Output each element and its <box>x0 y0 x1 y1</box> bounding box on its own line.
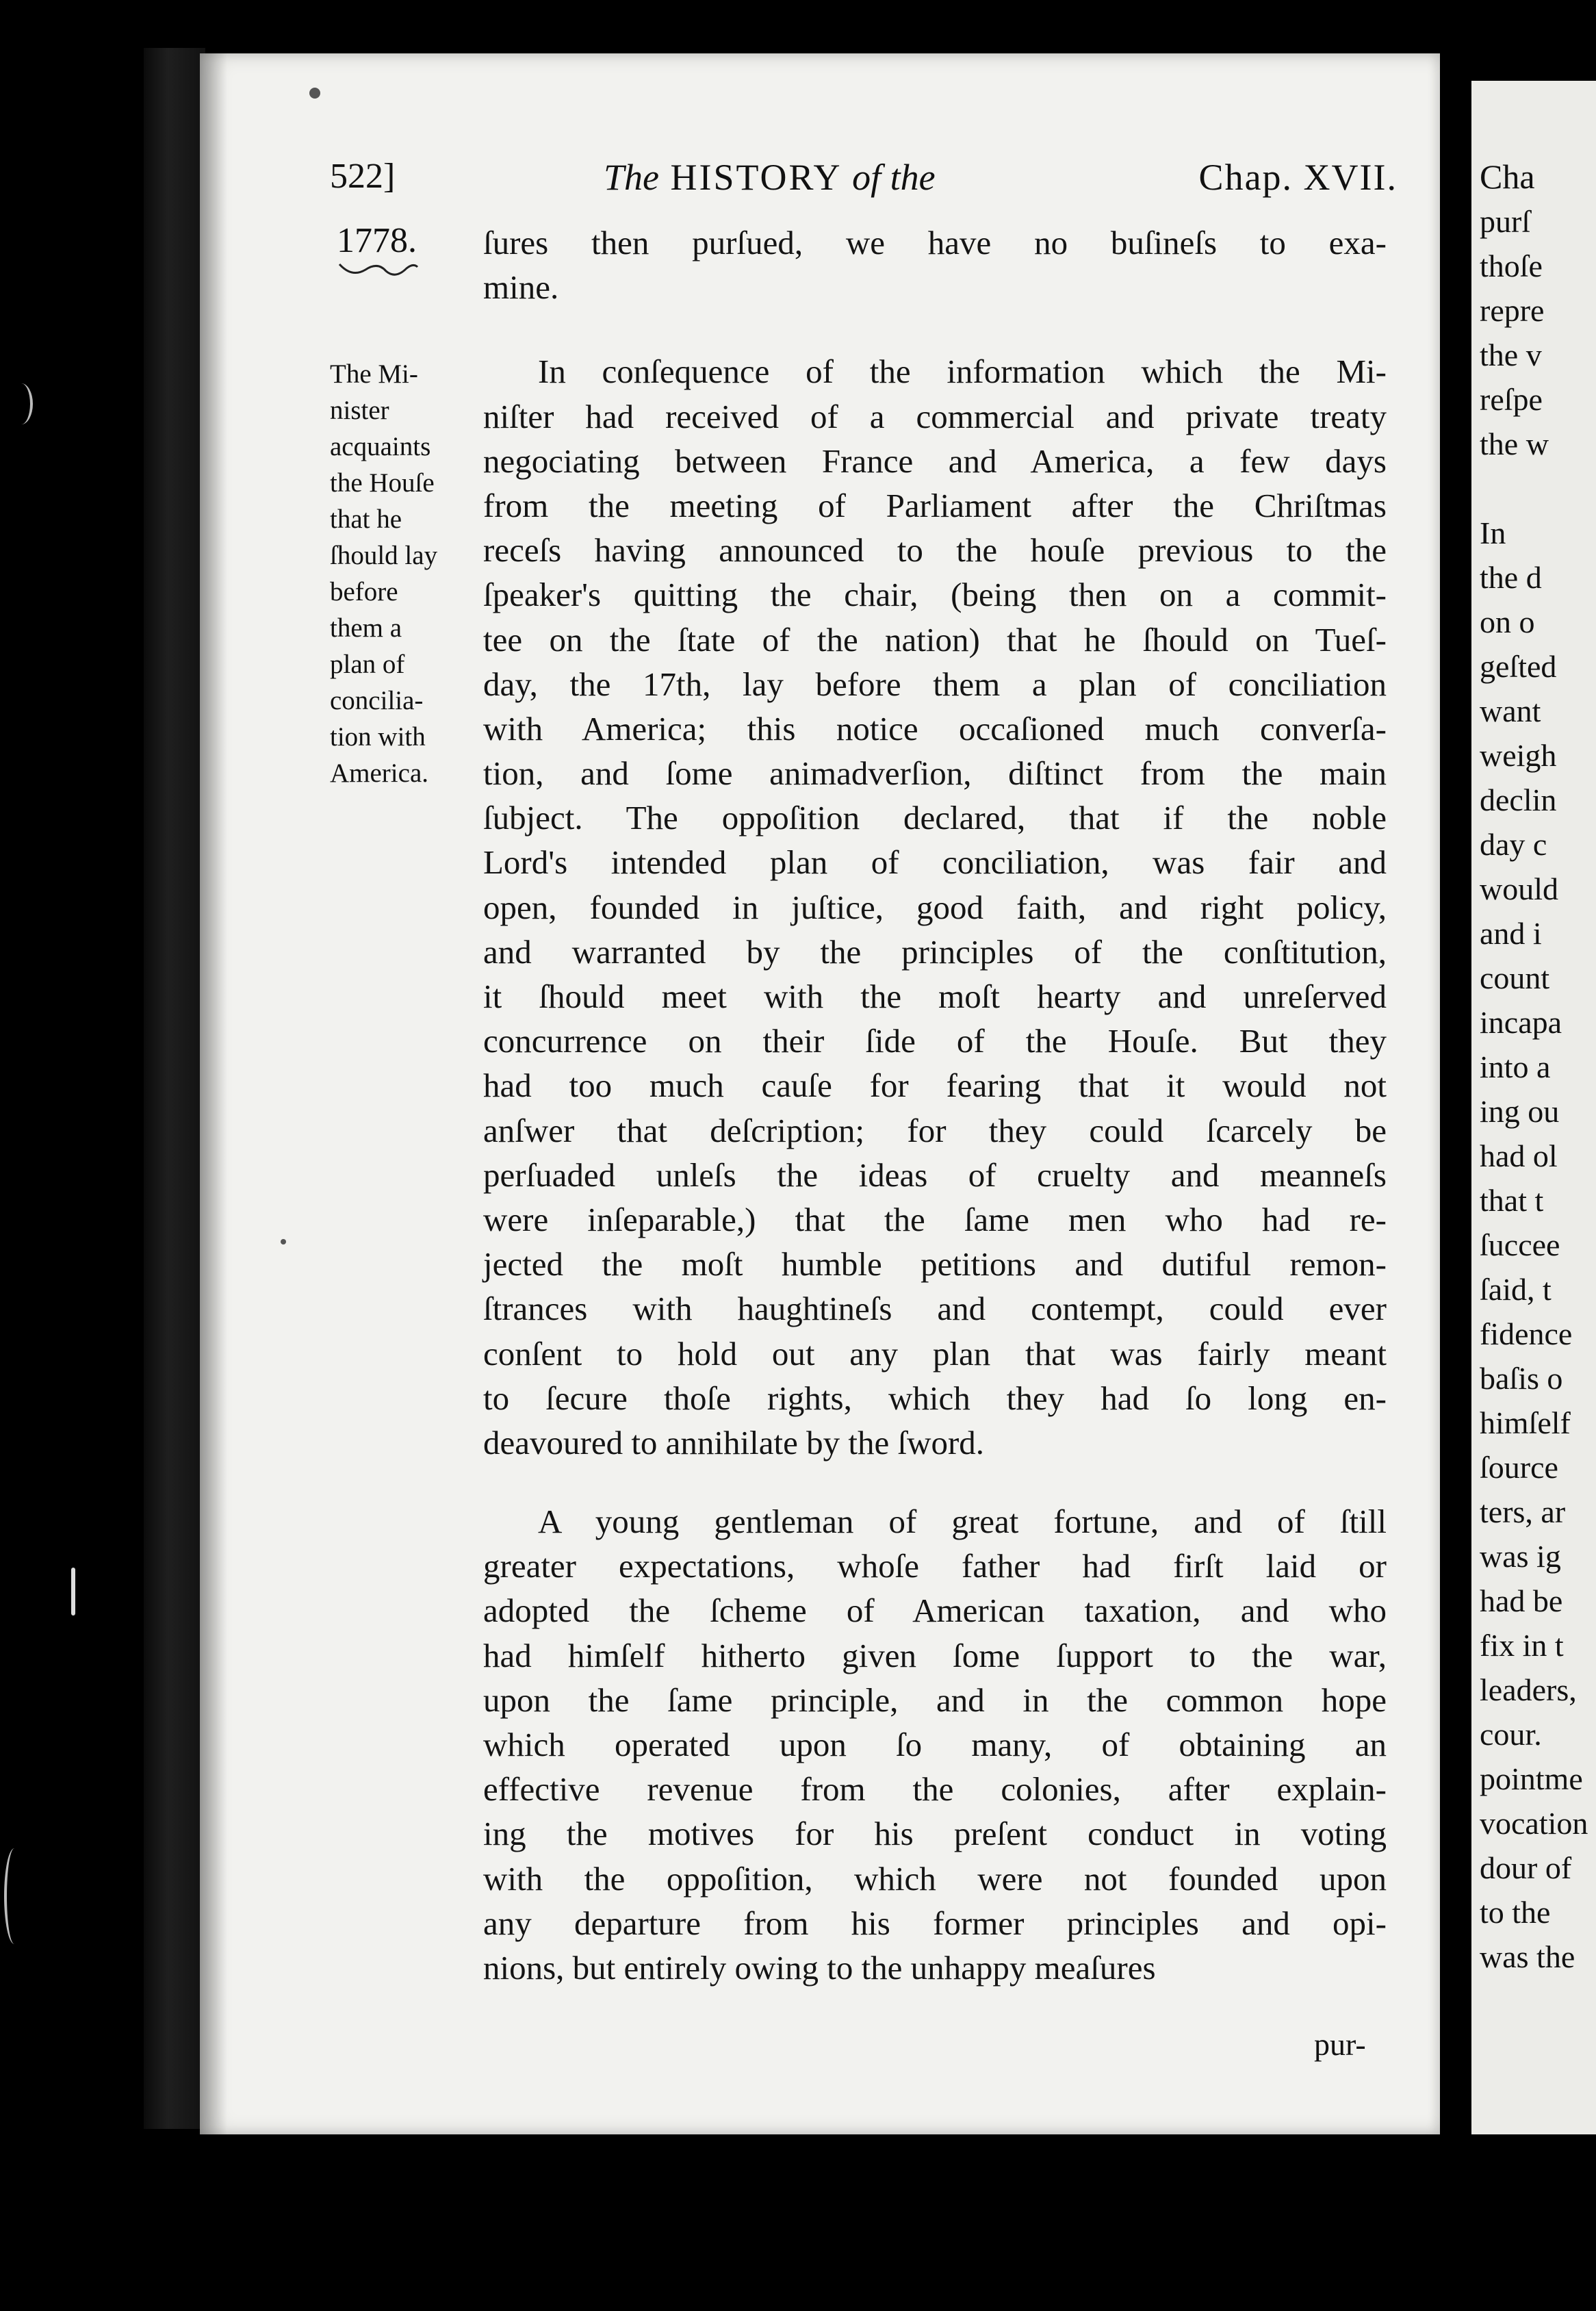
facing-page-line: want <box>1480 693 1541 728</box>
facing-page-line: reſpe <box>1480 382 1543 417</box>
facing-page-line: leaders, <box>1480 1672 1577 1707</box>
catchword: pur- <box>1314 2027 1366 2062</box>
marginal-note-line: The Mi- <box>330 359 418 389</box>
text-line: adopted the ſcheme of American taxation, and who <box>483 1592 1387 1630</box>
facing-page-line: ſaid, t <box>1480 1272 1552 1307</box>
book-edge <box>144 48 205 2129</box>
text-line: and warranted by the principles of the conſtitution, <box>483 932 1387 971</box>
speck <box>10 383 33 424</box>
facing-page-line: the w <box>1480 426 1549 461</box>
marginal-note-line: that he <box>330 505 402 534</box>
facing-page-line: was the <box>1480 1939 1575 1974</box>
page-gutter-shadow <box>200 53 227 2134</box>
facing-page-line: baſis o <box>1480 1361 1563 1396</box>
facing-page-line: ſource <box>1480 1450 1558 1485</box>
text-line: ſubject. The oppoſition declared, that if the noble <box>483 799 1387 837</box>
text-line: deavoured to annihilate by the ſword. <box>483 1423 985 1461</box>
facing-page-line: himſelf <box>1480 1405 1571 1440</box>
facing-page-line: the d <box>1480 560 1542 595</box>
facing-page-line: ſuccee <box>1480 1227 1560 1262</box>
running-title-of-the: of the <box>852 157 936 198</box>
text-line: In conſequence of the information which the Mi- <box>538 353 1387 391</box>
paragraph-gap <box>483 1465 1387 1499</box>
facing-page-line: had be <box>1480 1583 1563 1618</box>
marginal-note-line: before <box>330 577 398 607</box>
facing-page-line: thoſe <box>1480 248 1543 283</box>
facing-page-line: to the <box>1480 1895 1551 1930</box>
marginal-note-line: concilia- <box>330 686 424 715</box>
facing-page-line: and i <box>1480 916 1542 951</box>
text-line: niſter had received of a commercial and private treaty <box>483 397 1387 435</box>
running-head <box>330 156 1398 204</box>
facing-page-line: dour of <box>1480 1850 1572 1885</box>
facing-page-line: fidence <box>1480 1316 1573 1351</box>
text-line: to ſecure thoſe rights, which they had ſo long en- <box>483 1379 1387 1417</box>
text-line: mine. <box>483 268 559 307</box>
text-line: A young gentleman of great fortune, and of ſtill <box>538 1503 1387 1541</box>
facing-page-line: fix in t <box>1480 1628 1564 1663</box>
text-line: Lord's intended plan of conciliation, was fair and <box>483 843 1387 882</box>
facing-page-line: weigh <box>1480 738 1557 773</box>
text-line: ing the motives for his preſent conduct in voting <box>483 1815 1387 1853</box>
facing-page-line: was ig <box>1480 1539 1561 1574</box>
text-line: were inſeparable,) that the ſame men who had re- <box>483 1200 1387 1238</box>
text-line: jected the moſt humble petitions and dutiful remon- <box>483 1245 1387 1284</box>
text-line: effective revenue from the colonies, after explain- <box>483 1770 1387 1809</box>
marginal-note-line: America. <box>330 758 429 788</box>
facing-page-line: the v <box>1480 337 1542 372</box>
facing-page-line <box>1480 466 1588 511</box>
text-line: ſpeaker's quitting the chair, (being then on a commit- <box>483 576 1387 614</box>
text-line: ſtrances with haughtineſs and contempt, could ever <box>483 1290 1387 1328</box>
text-line: with America; this notice occaſioned much converſa- <box>483 709 1387 748</box>
text-line: receſs having announced to the houſe previous to the <box>483 531 1387 570</box>
text-line: negociating between France and America, a few days <box>483 442 1387 480</box>
marginal-note-line: ſhould lay <box>330 541 438 570</box>
facing-page-line: vocation <box>1480 1806 1588 1841</box>
facing-page-line: count <box>1480 960 1550 995</box>
marginal-note-line: plan of <box>330 650 405 679</box>
text-line: day, the 17th, lay before them a plan of conciliation <box>483 665 1387 703</box>
year-flourish-ornament <box>338 260 419 279</box>
facing-page-line: had ol <box>1480 1138 1558 1173</box>
marginal-note-line: nister <box>330 396 389 425</box>
page-number: 522] <box>330 157 396 196</box>
facing-page-line: cour. <box>1480 1717 1542 1752</box>
facing-page-line: ing ou <box>1480 1094 1560 1129</box>
text-line: greater expectations, whoſe father had firſt laid or <box>483 1547 1387 1585</box>
running-title <box>604 156 936 199</box>
facing-page-line: declin <box>1480 782 1557 817</box>
text-line: conſent to hold out any plan that was fairly meant <box>483 1334 1387 1372</box>
text-line: which operated upon ſo many, of obtaining an <box>483 1726 1387 1763</box>
text-line: ſures then purſued, we have no buſineſs to exa- <box>483 224 1387 261</box>
speck <box>309 88 320 99</box>
text-line: had too much cauſe for fearing that it would not <box>483 1067 1387 1105</box>
text-line: perſuaded unleſs the ideas of cruelty and meanneſs <box>483 1156 1387 1194</box>
facing-page-line: day c <box>1480 827 1547 862</box>
text-line: with the oppoſition, which were not founded upon <box>483 1859 1387 1898</box>
text-line: from the meeting of Parliament after the Chriſtmas <box>483 486 1387 524</box>
text-line: open, founded in juſtice, good faith, and right policy, <box>483 888 1387 926</box>
facing-page-line: ters, ar <box>1480 1494 1566 1529</box>
facing-page-line: repre <box>1480 293 1545 328</box>
text-line: it ſhould meet with the moſt hearty and unreſerved <box>483 978 1387 1015</box>
paragraph-gap <box>483 309 1387 349</box>
text-line: tion, and ſome animadverſion, diſtinct from the main <box>483 754 1387 793</box>
marginal-note-line: acquaints <box>330 432 431 461</box>
speck <box>281 1239 286 1244</box>
text-line: concurrence on their ſide of the Houſe. But they <box>483 1022 1387 1060</box>
text-line: upon the ſame principle, and in the common hope <box>483 1681 1387 1719</box>
marginal-note-line: tion with <box>330 722 426 752</box>
chapter-label: Chap. XVII. <box>1198 157 1398 198</box>
running-title-the: The <box>604 157 659 198</box>
speck <box>4 1848 25 1944</box>
facing-page-line: that t <box>1480 1183 1544 1218</box>
marginal-note-line: them a <box>330 613 402 643</box>
speck <box>71 1568 75 1616</box>
facing-page-line: into a <box>1480 1049 1551 1084</box>
text-line: any departure from his former principles and opi- <box>483 1904 1387 1942</box>
facing-page-line: purſ <box>1480 204 1531 239</box>
paragraph <box>483 220 1387 309</box>
body-text <box>483 220 1387 1990</box>
text-line: tee on the ſtate of the nation) that he ſhould on Tueſ- <box>483 620 1387 659</box>
facing-page <box>1471 81 1596 2134</box>
marginal-note-line: the Houſe <box>330 468 435 498</box>
paragraph <box>483 1499 1387 1990</box>
facing-page-line: on o <box>1480 604 1535 639</box>
text-line: nions, but entirely owing to the unhappy meaſures <box>483 1948 1156 1987</box>
paragraph <box>483 349 1387 1465</box>
marginal-note <box>330 356 474 791</box>
year-marker: 1778. <box>337 221 417 260</box>
facing-page-head: Cha <box>1480 157 1535 196</box>
facing-page-line: In <box>1480 515 1506 550</box>
text-line: had himſelf hitherto given ſome ſupport to the war, <box>483 1636 1387 1674</box>
facing-page-line: would <box>1480 871 1558 906</box>
facing-page-text <box>1480 155 1588 1979</box>
facing-page-line: incapa <box>1480 1005 1562 1040</box>
running-title-history: HISTORY <box>670 157 841 198</box>
facing-page-line: pointme <box>1480 1761 1583 1796</box>
text-line: anſwer that deſcription; for they could ſcarcely be <box>483 1111 1387 1149</box>
facing-page-line: geſted <box>1480 649 1557 684</box>
